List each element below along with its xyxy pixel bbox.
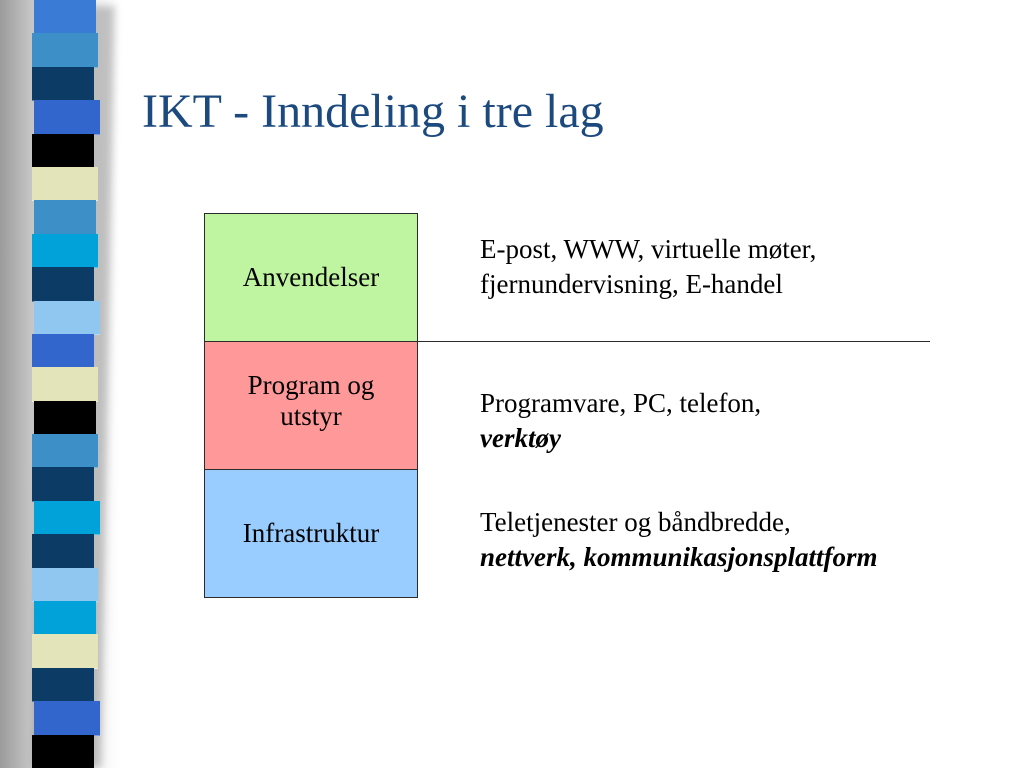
description-applications	[480, 232, 816, 302]
description-software-equipment	[480, 386, 761, 456]
strip-segment	[32, 134, 94, 168]
description-line: E-post, WWW, virtuelle møter,	[480, 234, 817, 264]
strip-segment	[32, 234, 98, 268]
layer-box-infrastructure	[204, 469, 418, 598]
strip-segment	[32, 568, 98, 602]
layer-box-software-equipment	[204, 341, 418, 470]
strip-segment	[32, 33, 98, 67]
decorative-color-strip	[32, 0, 98, 768]
strip-segment	[34, 401, 96, 435]
description-infrastructure	[480, 505, 878, 575]
description-line: fjernundervisning, E-handel	[480, 269, 783, 300]
strip-segment	[34, 501, 100, 535]
strip-segment	[32, 634, 98, 668]
layer-box-applications	[204, 213, 418, 342]
strip-segment	[32, 534, 94, 568]
strip-segment	[32, 467, 94, 501]
strip-segment	[34, 301, 100, 335]
strip-segment	[34, 200, 96, 234]
strip-segment	[32, 367, 98, 401]
strip-segment	[34, 601, 96, 635]
strip-segment	[34, 701, 100, 735]
layer-label-applications: Anvendelser	[242, 261, 380, 292]
description-line: Programvare, PC, telefon,	[480, 388, 762, 418]
separator-line	[418, 341, 930, 342]
strip-segment	[34, 0, 96, 34]
description-line: Teletjenester og båndbredde,	[480, 507, 791, 537]
strip-segment	[32, 668, 94, 702]
description-emphasis: verktøy	[480, 423, 561, 454]
slide-title: IKT - Inndeling i tre lag	[142, 85, 604, 138]
strip-segment	[32, 267, 94, 301]
strip-segment	[32, 167, 98, 201]
strip-segment	[32, 735, 94, 768]
description-emphasis: nettverk, kommunikasjonsplattform	[480, 542, 878, 573]
layer-label-infrastructure: Infrastruktur	[242, 517, 380, 548]
strip-segment	[32, 67, 94, 101]
strip-segment	[32, 434, 98, 468]
layer-label-software-equipment: Program og utstyr	[247, 370, 375, 432]
strip-segment	[34, 100, 100, 134]
strip-segment	[32, 334, 94, 368]
